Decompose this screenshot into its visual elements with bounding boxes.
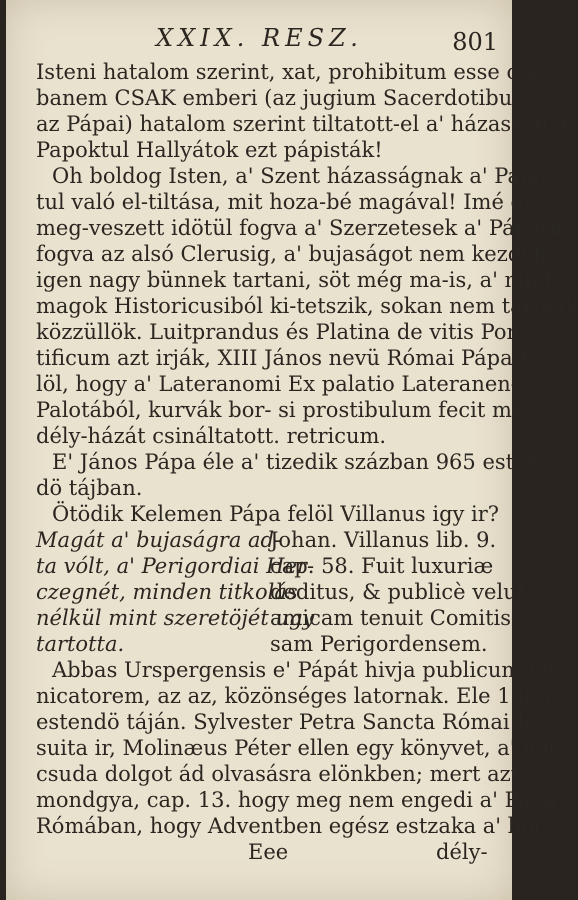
text-line: Rómában, hogy Adventben egész estzaka a' bor- — [36, 814, 551, 838]
text-line: tificum azt irják, XIII János nevü Római Pápa fe- — [36, 346, 547, 370]
text-line: Oh boldog Isten, a' Szent házasságnak a' Papok- — [52, 164, 566, 188]
signature-mark: Eee — [248, 840, 289, 864]
left-column-line: Magát a' bujaságra ad- — [36, 528, 282, 552]
text-line: löl, hogy a' Lateranomi Ex palatio Lateranen- — [36, 372, 518, 396]
book-page — [6, 0, 578, 900]
page-number: 801 — [452, 28, 498, 56]
text-line: dély-házát csináltatott. retricum. — [36, 424, 387, 448]
text-line: mondgya, cap. 13. hogy meg nem engedi a' Pápa — [36, 788, 557, 812]
text-line: Abbas Urspergensis e' Pápát hivja publicum for- — [52, 658, 566, 682]
right-column-line: Johan. Villanus lib. 9. — [270, 528, 497, 552]
text-line: estendö táján. Sylvester Petra Sancta Római Jé- — [36, 710, 545, 734]
text-line: csuda dolgot ád olvasásra elönkben; mert azt — [36, 762, 520, 786]
text-line: Ötödik Kelemen Pápa felöl Villanus igy ir? — [52, 502, 500, 526]
text-line: közzüllök. Luitprandus és Platina de vitis Pon- — [36, 320, 528, 344]
text-line: igen nagy bünnek tartani, söt még ma-is, a' mint — [36, 268, 554, 292]
text-line: suita ir, Molinæus Péter ellen egy könyvet, a' hol — [36, 736, 556, 760]
running-head: XXIX. RESZ. — [156, 24, 363, 52]
left-column-line: ta vólt, a' Perigordiai Her- — [36, 554, 315, 578]
right-column-line: cap. 58. Fuit luxuriæ — [270, 554, 494, 578]
catchword: dély- — [436, 840, 488, 864]
text-line: magok Historicusiból ki-tetszik, sokan nem tartyák — [36, 294, 578, 318]
text-line: Isteni hatalom szerint, xat, prohibitum esse con- — [36, 60, 552, 84]
text-line: tul való el-tiltása, mit hoza-bé magával! Imé ez — [36, 190, 535, 214]
text-line: E' János Pápa éle a' tizedik százban 965 esten- — [52, 450, 548, 474]
right-column-line: deditus, & publicè velut — [270, 580, 526, 604]
left-column-line: czegnét, minden titkolás — [36, 580, 298, 604]
text-line: az Pápai) hatalom szerint tiltatott-el a' házasság a' — [36, 112, 573, 136]
text-line: fogva az alsó Clerusig, a' bujaságot nem kezdék — [36, 242, 547, 266]
text-line: meg-veszett idötül fogva a' Szerzetesek a' Pápátul — [36, 216, 570, 240]
right-column-line: amicam tenuit Comitis- — [270, 606, 519, 630]
left-column-line: tartotta. — [36, 632, 125, 656]
text-line: Papoktul Hallyátok ezt pápisták! — [36, 138, 383, 162]
right-column-line: sam Perigordensem. — [270, 632, 488, 656]
text-line: Palotából, kurvák bor- si prostibulum fecit me- — [36, 398, 532, 422]
text-line: banem CSAK emberi (az jugium Sacerdotibus. — [36, 86, 530, 110]
left-column-line: nélkül mint szeretöjét ugy — [36, 606, 315, 630]
text-line: nicatorem, az az, közönséges latornak. Ele 1305 — [36, 684, 551, 708]
text-line: dö tájban. — [36, 476, 143, 500]
